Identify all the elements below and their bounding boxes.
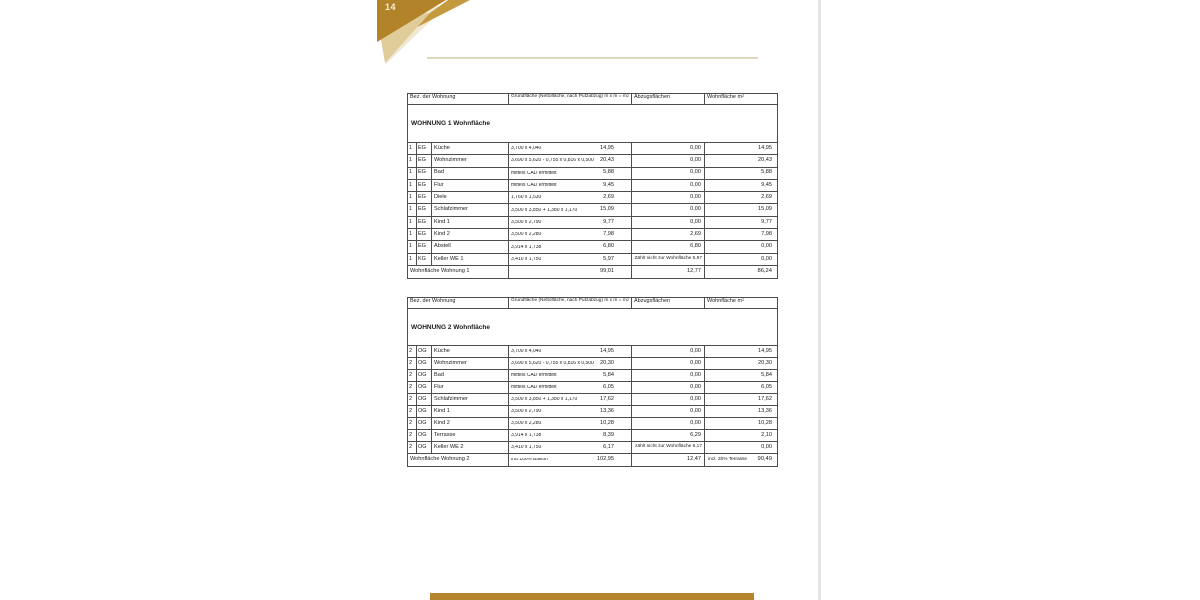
table-row: [408, 192, 777, 204]
cell-abzugsflaechen: [632, 204, 705, 215]
cell-dimensions: 1,760 x 1,530: [511, 195, 542, 201]
summary-grund-value: 102,95: [596, 456, 614, 463]
cell-abzugsflaechen: [632, 168, 705, 179]
cell-unit-number: 2: [408, 358, 417, 369]
cell-wohnflaeche-value: 14,95: [758, 144, 772, 151]
cell-unit-number: 1: [408, 241, 417, 252]
cell-abzugsflaechen: [632, 394, 705, 405]
cell-abzugsflaechen: [632, 229, 705, 240]
cell-wohnflaeche-value: 2,10: [761, 431, 772, 438]
table-row: [408, 180, 777, 192]
page-number: 14: [385, 2, 397, 12]
table-row: [408, 346, 777, 358]
table-row: [408, 155, 777, 167]
header-cell-wohnflaeche: Wohnfläche m 2: [707, 94, 745, 100]
cell-abzug-value: 6,80: [690, 243, 701, 250]
cell-abzugsflaechen: [632, 406, 705, 417]
summary-wohn-note: incl. 25% Terrasse: [708, 456, 748, 462]
cell-grundflaeche-value: 5,97: [603, 255, 614, 262]
cell-abzug-value: 0,00: [690, 181, 701, 188]
cell-abzugsflaechen: [632, 358, 705, 369]
summary-row: [408, 454, 777, 466]
summary-wohn-value: 90,49: [757, 456, 772, 463]
page-edge-line: [818, 0, 821, 600]
cell-dimensions: 3,914 x 1,738: [511, 433, 542, 438]
cell-dimensions: 3,700 x 4,040: [511, 349, 542, 354]
header-cell-grundflaeche: Grundfläche (Nettofläche, nach Putzabzug) m x m = m 2: [509, 94, 632, 104]
cell-grundflaeche-value: 5,88: [603, 169, 614, 176]
cell-wohnflaeche-value: 0,00: [761, 243, 772, 250]
cell-wohnflaeche-value: 7,98: [761, 230, 772, 237]
cell-grundflaeche: [509, 143, 632, 154]
cell-dimensions: mittels CAD ermittelt: [511, 373, 557, 378]
cell-grundflaeche-value: 6,05: [603, 383, 614, 390]
cell-room-name: Abstell: [432, 241, 509, 252]
cell-unit-number: 2: [408, 382, 417, 393]
cell-wohnflaeche-value: 17,62: [758, 395, 772, 402]
cell-wohnflaeche-value: 15,09: [758, 206, 772, 213]
cell-grundflaeche: [509, 406, 632, 417]
cell-abzug-value: 0,00: [690, 194, 701, 201]
summary-label: Wohnfläche Wohnung 1: [408, 266, 509, 278]
table-row: [408, 204, 777, 216]
cell-grundflaeche: [509, 192, 632, 203]
cell-abzugsflaechen: [632, 217, 705, 228]
table-row: [408, 241, 777, 253]
cell-abzug-value: 0,00: [690, 419, 701, 426]
cell-floor: OG: [417, 406, 432, 417]
cell-grundflaeche-value: 14,95: [600, 347, 614, 354]
table-row: [408, 382, 777, 394]
cell-abzugsflaechen: [632, 143, 705, 154]
table-row: [408, 394, 777, 406]
cell-room-name: Keller WE 1: [432, 254, 509, 265]
cell-dimensions: mittels CAD ermittelt: [511, 183, 557, 189]
footer-gold-bar: [430, 593, 754, 600]
cell-grundflaeche: [509, 180, 632, 191]
cell-unit-number: 2: [408, 370, 417, 381]
table-row: [408, 430, 777, 442]
cell-wohnflaeche-value: 9,77: [761, 218, 772, 225]
summary-wohnflaeche: [705, 454, 777, 466]
cell-dimensions: 3,690 x 5,620 - 0,755 x 0,816 x 0,500: [511, 361, 594, 366]
summary-wohn-value: 86,24: [757, 268, 772, 275]
cell-unit-number: 2: [408, 394, 417, 405]
summary-abzug-value: 12,77: [687, 268, 701, 275]
table-header-row: [408, 298, 777, 309]
cell-grundflaeche-value: 10,28: [600, 419, 614, 426]
cell-room-name: Kind 2: [432, 418, 509, 429]
table-row: [408, 254, 777, 266]
cell-grundflaeche: [509, 217, 632, 228]
cell-unit-number: 2: [408, 442, 417, 453]
cell-floor: EG: [417, 192, 432, 203]
cell-unit-number: 1: [408, 254, 417, 265]
cell-unit-number: 2: [408, 406, 417, 417]
cell-abzug-value: 0,00: [690, 347, 701, 354]
summary-grundflaeche: [509, 454, 632, 466]
cell-abzug-value: 0,00: [690, 359, 701, 366]
cell-room-name: Kind 1: [432, 406, 509, 417]
cell-dimensions: mittels CAD ermittelt: [511, 170, 557, 176]
cell-abzug-value: 0,00: [690, 407, 701, 414]
cell-wohnflaeche-value: 20,43: [758, 157, 772, 164]
cell-grundflaeche-value: 6,17: [603, 443, 614, 450]
header-cell-abzugsflaechen: Abzugsflächen: [632, 94, 705, 104]
cell-room-name: Küche: [432, 346, 509, 357]
table-row: [408, 370, 777, 382]
summary-grund-note: incl.100% Balkon: [511, 457, 548, 462]
cell-abzugsflaechen: [632, 418, 705, 429]
wohnflaeche-table-wohnung-1: [407, 93, 778, 279]
cell-room-name: Wohnzimmer: [432, 155, 509, 166]
cell-abzug-note: zählt nicht zur Wohnfläche 6,17: [635, 444, 702, 450]
cell-grundflaeche: [509, 430, 632, 441]
cell-abzugsflaechen: [632, 346, 705, 357]
cell-dimensions: 3,700 x 4,040: [511, 146, 542, 152]
header-cell-grundflaeche: Grundfläche (Nettofläche, nach Putzabzug) m x m = m 2: [509, 298, 632, 308]
cell-abzugsflaechen: [632, 155, 705, 166]
cell-grundflaeche: [509, 229, 632, 240]
cell-unit-number: 1: [408, 143, 417, 154]
cell-abzug-value: 0,00: [690, 218, 701, 225]
cell-grundflaeche: [509, 346, 632, 357]
cell-room-name: Terrasse: [432, 430, 509, 441]
cell-floor: OG: [417, 370, 432, 381]
cell-grundflaeche-value: 15,09: [600, 206, 614, 213]
summary-grundflaeche: [509, 266, 632, 278]
cell-unit-number: 2: [408, 418, 417, 429]
header-rule: [427, 57, 758, 59]
cell-dimensions: 3,914 x 1,738: [511, 244, 542, 250]
summary-wohnflaeche: [705, 266, 777, 278]
cell-dimensions: 3,410 x 1,750: [511, 256, 542, 262]
table-row: [408, 418, 777, 430]
cell-dimensions: 3,500 x 2,790: [511, 219, 542, 225]
cell-unit-number: 1: [408, 168, 417, 179]
cell-wohnflaeche-value: 9,45: [761, 181, 772, 188]
cell-dimensions: 3,500 x 2,790: [511, 409, 542, 414]
cell-abzugsflaechen: [632, 442, 705, 453]
cell-abzugsflaechen: [632, 192, 705, 203]
cell-wohnflaeche-value: 2,69: [761, 194, 772, 201]
cell-wohnflaeche-value: 0,00: [761, 255, 772, 262]
cell-floor: EG: [417, 217, 432, 228]
cell-wohnflaeche-value: 0,00: [761, 443, 772, 450]
cell-grundflaeche-value: 6,80: [603, 243, 614, 250]
cell-room-name: Kind 1: [432, 217, 509, 228]
superscript: 2: [742, 94, 745, 98]
cell-abzug-value: 0,00: [690, 144, 701, 151]
cell-grundflaeche: [509, 358, 632, 369]
cell-dimensions: 3,690 x 5,620 - 0,755 x 0,816 x 0,500: [511, 158, 594, 164]
cell-grundflaeche-value: 17,62: [600, 395, 614, 402]
cell-floor: OG: [417, 394, 432, 405]
table-row: [408, 442, 777, 454]
table-header-row: [408, 94, 777, 105]
cell-grundflaeche: [509, 241, 632, 252]
cell-abzug-value: 0,00: [690, 383, 701, 390]
cell-unit-number: 1: [408, 204, 417, 215]
cell-abzugsflaechen: [632, 254, 705, 265]
cell-grundflaeche: [509, 204, 632, 215]
cell-room-name: Schlafzimmer: [432, 394, 509, 405]
cell-floor: OG: [417, 358, 432, 369]
cell-room-name: Diele: [432, 192, 509, 203]
section-title-row: [408, 105, 777, 143]
section-title-row: [408, 309, 777, 346]
header-cell-wohnflaeche: Wohnfläche m 2: [707, 298, 745, 304]
summary-abzug: [632, 266, 705, 278]
summary-abzug-value: 12,47: [687, 456, 701, 463]
cell-room-name: Keller WE 2: [432, 442, 509, 453]
cell-grundflaeche: [509, 370, 632, 381]
cell-abzugsflaechen: [632, 382, 705, 393]
cell-wohnflaeche-value: 14,95: [758, 347, 772, 354]
cell-grundflaeche-value: 8,39: [603, 431, 614, 438]
table-row: [408, 406, 777, 418]
table-row: [408, 168, 777, 180]
cell-floor: EG: [417, 143, 432, 154]
cell-wohnflaeche-value: 13,36: [758, 407, 772, 414]
summary-abzug: [632, 454, 705, 466]
cell-abzug-value: 0,00: [690, 169, 701, 176]
cell-floor: OG: [417, 442, 432, 453]
table-row: [408, 229, 777, 241]
section-title: WOHNUNG 1 Wohnfläche: [411, 120, 490, 127]
cell-grundflaeche: [509, 155, 632, 166]
cell-floor: OG: [417, 430, 432, 441]
cell-floor: OG: [417, 418, 432, 429]
cell-floor: EG: [417, 241, 432, 252]
cell-wohnflaeche-value: 6,05: [761, 383, 772, 390]
cell-grundflaeche: [509, 442, 632, 453]
cell-grundflaeche-value: 9,77: [603, 218, 614, 225]
summary-row: [408, 266, 777, 278]
cell-abzug-value: 0,00: [690, 157, 701, 164]
cell-grundflaeche-value: 5,84: [603, 371, 614, 378]
cell-abzug-note: Zählt nicht zur Wohnfläche 5,97: [634, 255, 702, 261]
cell-floor: KG: [417, 254, 432, 265]
cell-floor: EG: [417, 155, 432, 166]
cell-abzugsflaechen: [632, 430, 705, 441]
cell-dimensions: mittels CAD ermittelt: [511, 385, 557, 390]
cell-grundflaeche: [509, 418, 632, 429]
cell-room-name: Bad: [432, 370, 509, 381]
cell-grundflaeche-value: 20,43: [600, 157, 614, 164]
table-row: [408, 358, 777, 370]
cell-room-name: Schlafzimmer: [432, 204, 509, 215]
cell-floor: EG: [417, 180, 432, 191]
cell-abzugsflaechen: [632, 180, 705, 191]
cell-grundflaeche: [509, 168, 632, 179]
superscript: 2: [742, 298, 745, 302]
cell-wohnflaeche-value: 20,30: [758, 359, 772, 366]
cell-abzugsflaechen: [632, 241, 705, 252]
cell-abzug-value: 0,00: [690, 395, 701, 402]
cell-grundflaeche: [509, 254, 632, 265]
header-cell-bez-der-wohnung: Bez. der Wohnung: [408, 298, 509, 308]
cell-abzug-value: 0,00: [690, 371, 701, 378]
cell-room-name: Flur: [432, 180, 509, 191]
cell-unit-number: 2: [408, 430, 417, 441]
cell-dimensions: 3,500 x 2,280: [511, 232, 542, 238]
cell-abzug-value: 2,69: [690, 230, 701, 237]
cell-floor: EG: [417, 229, 432, 240]
table-row: [408, 143, 777, 155]
cell-room-name: Bad: [432, 168, 509, 179]
cell-abzug-value: 0,00: [690, 206, 701, 213]
cell-floor: OG: [417, 382, 432, 393]
cell-unit-number: 2: [408, 346, 417, 357]
cell-floor: EG: [417, 168, 432, 179]
cell-room-name: Kind 2: [432, 229, 509, 240]
cell-dimensions: 3,500 x 3,850 + 1,380 x 1,170: [511, 397, 578, 402]
cell-wohnflaeche-value: 10,28: [758, 419, 772, 426]
section-title: WOHNUNG 2 Wohnfläche: [411, 323, 490, 331]
cell-unit-number: 1: [408, 155, 417, 166]
header-cell-bez-der-wohnung: Bez. der Wohnung: [408, 94, 509, 104]
cell-floor: OG: [417, 346, 432, 357]
cell-room-name: Küche: [432, 143, 509, 154]
summary-label: Wohnfläche Wohnung 2: [408, 454, 509, 466]
cell-grundflaeche: [509, 382, 632, 393]
cell-abzug-value: 6,29: [690, 431, 701, 438]
cell-wohnflaeche-value: 5,88: [761, 169, 772, 176]
wohnflaeche-table-wohnung-2: [407, 297, 778, 467]
superscript: 2: [626, 94, 629, 98]
cell-grundflaeche-value: 9,45: [603, 181, 614, 188]
cell-room-name: Flur: [432, 382, 509, 393]
cell-grundflaeche-value: 2,69: [603, 194, 614, 201]
cell-grundflaeche-value: 7,98: [603, 230, 614, 237]
cell-dimensions: 3,500 x 3,850 + 1,380 x 1,170: [511, 207, 578, 213]
cell-floor: EG: [417, 204, 432, 215]
cell-unit-number: 1: [408, 229, 417, 240]
summary-grund-value: 99,01: [600, 268, 614, 275]
cell-dimensions: 3,500 x 2,280: [511, 421, 542, 426]
superscript: 2: [626, 298, 629, 302]
cell-unit-number: 1: [408, 192, 417, 203]
cell-unit-number: 1: [408, 180, 417, 191]
cell-grundflaeche-value: 13,36: [600, 407, 614, 414]
cell-wohnflaeche-value: 5,84: [761, 371, 772, 378]
cell-unit-number: 1: [408, 217, 417, 228]
cell-dimensions: 3,410 x 1,750: [511, 445, 542, 450]
cell-abzugsflaechen: [632, 370, 705, 381]
cell-grundflaeche: [509, 394, 632, 405]
cell-grundflaeche-value: 14,95: [600, 144, 614, 151]
header-cell-abzugsflaechen: Abzugsflächen: [632, 298, 705, 308]
cell-grundflaeche-value: 20,30: [600, 359, 614, 366]
cell-room-name: Wohnzimmer: [432, 358, 509, 369]
table-row: [408, 217, 777, 229]
